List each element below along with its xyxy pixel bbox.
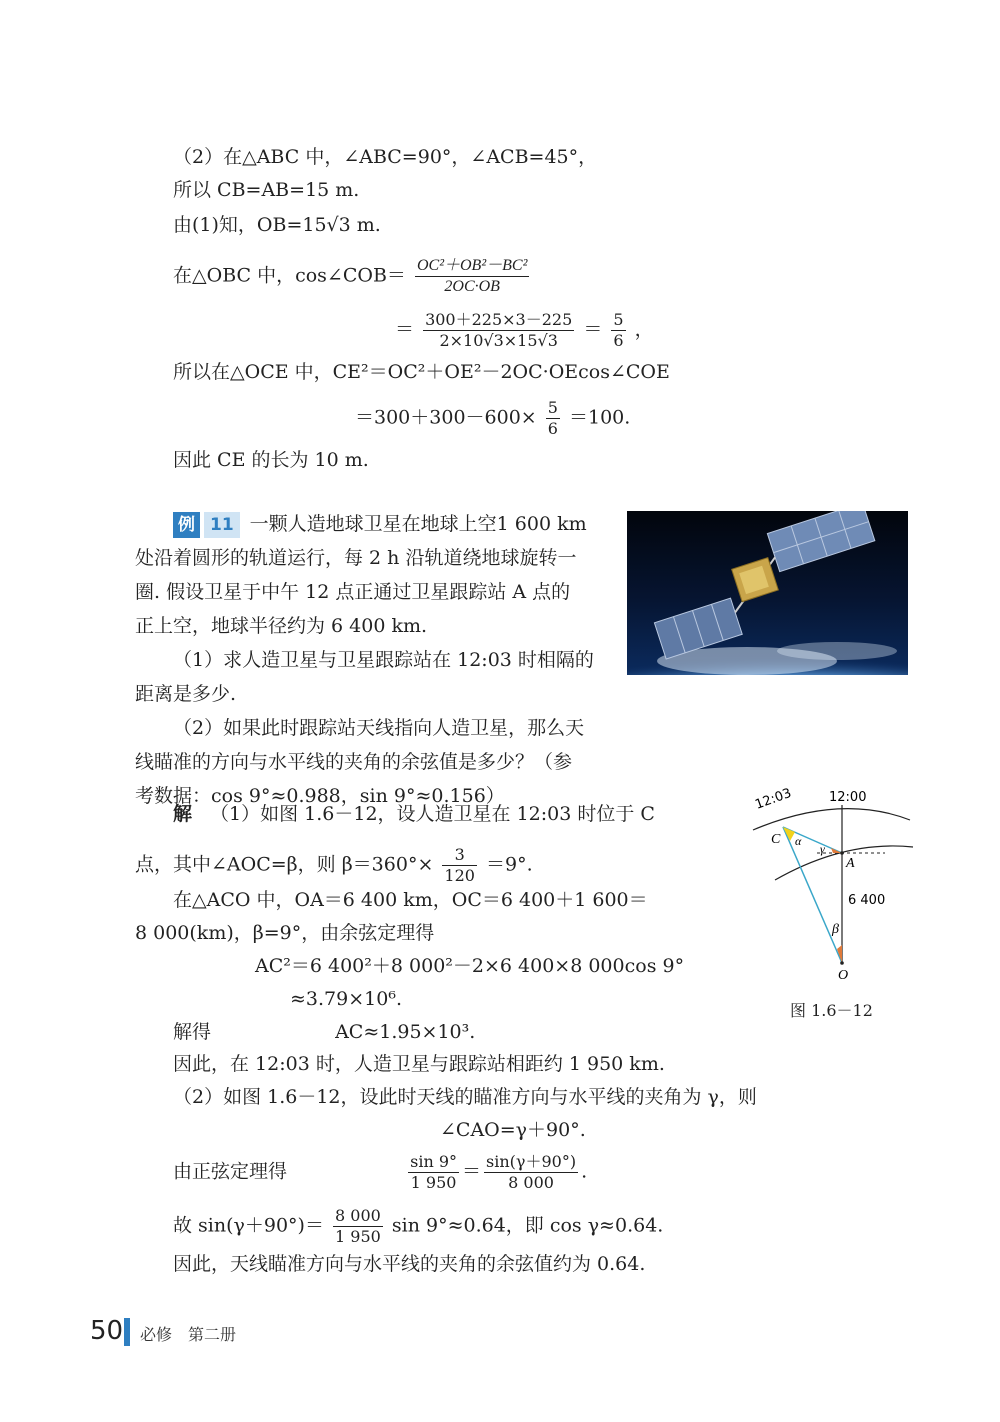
point-a-dot	[840, 851, 844, 855]
solution-line-12-end: sin 9°≈0.64，即 cos γ≈0.64.	[391, 1214, 664, 1237]
fraction-numerator: sin(γ＋90°)	[486, 1152, 577, 1171]
prev-line-4	[173, 256, 532, 297]
fraction	[442, 845, 477, 886]
satellite-photo	[627, 511, 908, 675]
fraction	[408, 1152, 459, 1193]
label-c: C	[771, 832, 781, 847]
punctuation: .	[581, 1160, 588, 1183]
prev-line-7-text: ＝300＋300－600×	[355, 406, 537, 429]
prev-line-3: 由(1)知，OB=15√3 m.	[173, 214, 381, 236]
orbit-arc	[753, 809, 910, 830]
prev-line-2: 所以 CB=AB=15 m.	[173, 179, 360, 201]
fraction-denominator: 120	[444, 866, 475, 885]
solution-line-9: （2）如图 1.6－12，设此时天线的瞄准方向与水平线的夹角为 γ，则	[173, 1086, 757, 1108]
example-line-4: 正上空，地球半径约为 6 400 km.	[135, 615, 428, 637]
prev-line-8: 因此 CE 的长为 10 m.	[173, 449, 369, 471]
solution-line-13: 因此，天线瞄准方向与水平线的夹角的余弦值约为 0.64.	[173, 1253, 646, 1275]
solution-line-10: ∠CAO=γ＋90°.	[440, 1119, 586, 1141]
question-2-line-1: （2）如果此时跟踪站天线指向人造卫星，那么天	[173, 717, 585, 739]
page-bar-decoration	[124, 1318, 130, 1346]
fraction-numerator: 5	[547, 398, 558, 417]
solution-line-1-text: （1）如图 1.6－12，设人造卫星在 12:03 时位于 C	[210, 803, 655, 825]
fraction-denominator: 1 950	[410, 1173, 457, 1192]
solution-line-11	[173, 1152, 587, 1193]
solution-line-2-end: ＝9°.	[486, 853, 533, 876]
page-number: 50	[90, 1316, 124, 1346]
prev-line-5	[395, 310, 654, 351]
solution-line-5: AC²＝6 400²＋8 000²－2×6 400×8 000cos 9°	[255, 955, 685, 977]
label-6400: 6 400	[848, 893, 886, 908]
fraction-numerator: OC²＋OB²－BC²	[415, 256, 529, 277]
fraction-numerator: 3	[442, 845, 477, 866]
example-line-3: 圈. 假设卫星于中午 12 点正通过卫星跟踪站 A 点的	[135, 581, 571, 603]
solution-line-4: 8 000(km)，β=9°，由余弦定理得	[135, 922, 435, 944]
prev-line-6: 所以在△OCE 中，CE²＝OC²＋OE²－2OC·OEcos∠COE	[173, 361, 670, 383]
equals-sign: ＝	[583, 318, 603, 341]
fraction	[611, 310, 625, 351]
fraction-denominator: 2OC·OB	[444, 278, 500, 295]
solution-line-1	[173, 802, 655, 826]
equals-sign: ＝	[462, 1160, 482, 1183]
oc-line	[783, 827, 842, 963]
solution-line-7-label: 解得	[173, 1021, 212, 1043]
fraction-denominator: 8 000	[508, 1173, 554, 1192]
fraction	[333, 1206, 383, 1247]
example-tag: 例	[173, 512, 200, 538]
fraction-numerator: 5	[613, 310, 624, 329]
fraction-denominator: 6	[547, 419, 558, 438]
solution-line-2-text: 点，其中∠AOC=β，则 β＝360°×	[135, 853, 434, 876]
fraction-numerator: 8 000	[335, 1206, 381, 1225]
solution-line-3: 在△ACO 中，OA＝6 400 km，OC＝6 400＋1 600＝	[173, 889, 648, 911]
fraction	[415, 256, 529, 297]
label-1203: 12:03	[753, 785, 794, 813]
question-1-line-1: （1）求人造卫星与卫星跟踪站在 12:03 时相隔的	[173, 649, 594, 671]
fraction	[423, 310, 574, 351]
solution-line-12	[173, 1206, 663, 1247]
earth-surface-arc	[775, 846, 913, 880]
question-2-line-3: 考数据：cos 9°≈0.988，sin 9°≈0.156）	[135, 785, 505, 807]
figure-caption: 图 1.6－12	[790, 1001, 873, 1020]
example-line-2: 处沿着圆形的轨道运行，每 2 h 沿轨道绕地球旋转一	[135, 547, 577, 569]
label-beta: β	[832, 922, 839, 937]
solution-label: 解	[173, 803, 193, 825]
solution-line-6: ≈3.79×10⁶.	[290, 988, 402, 1010]
solution-line-2	[135, 845, 533, 886]
figure-diagram	[745, 785, 915, 990]
solution-line-7-text: AC≈1.95×10³.	[335, 1021, 476, 1043]
fraction-denominator: 2×10√3×15√3	[439, 331, 558, 350]
label-gamma: γ	[820, 842, 825, 856]
prev-line-7-end: ＝100.	[569, 406, 631, 429]
question-2-line-2: 线瞄准的方向与水平线的夹角的余弦值是多少？（参	[135, 751, 573, 773]
label-1200: 12:00	[829, 790, 867, 805]
example-number: 11	[204, 512, 240, 538]
punctuation: ，	[634, 318, 654, 341]
label-alpha: α	[795, 834, 802, 848]
label-a: A	[846, 856, 855, 871]
label-o: O	[838, 968, 849, 983]
prev-line-7	[355, 398, 630, 439]
prev-line-4-text: 在△OBC 中，cos∠COB＝	[173, 264, 406, 287]
equals-sign: ＝	[395, 318, 415, 341]
fraction	[546, 398, 560, 439]
book-title: 必修 第二册	[140, 1325, 237, 1344]
point-o-dot	[840, 961, 844, 965]
question-1-line-2: 距离是多少.	[135, 683, 237, 705]
solution-line-11-label: 由正弦定理得	[173, 1160, 288, 1183]
fraction-numerator: 300＋225×3－225	[425, 310, 573, 329]
example-heading	[173, 512, 587, 538]
example-line-1: 一颗人造地球卫星在地球上空1 600 km	[249, 513, 587, 535]
fraction-denominator: 1 950	[335, 1227, 381, 1246]
prev-line-1: （2）在△ABC 中，∠ABC=90°，∠ACB=45°，	[173, 146, 598, 168]
fraction	[484, 1152, 578, 1193]
solution-line-7	[173, 1020, 475, 1044]
solution-line-12-text: 故 sin(γ＋90°)＝	[173, 1214, 324, 1237]
solution-line-8: 因此，在 12:03 时，人造卫星与跟踪站相距约 1 950 km.	[173, 1053, 665, 1075]
fraction-numerator: sin 9°	[410, 1152, 458, 1171]
fraction-denominator: 6	[613, 331, 624, 350]
